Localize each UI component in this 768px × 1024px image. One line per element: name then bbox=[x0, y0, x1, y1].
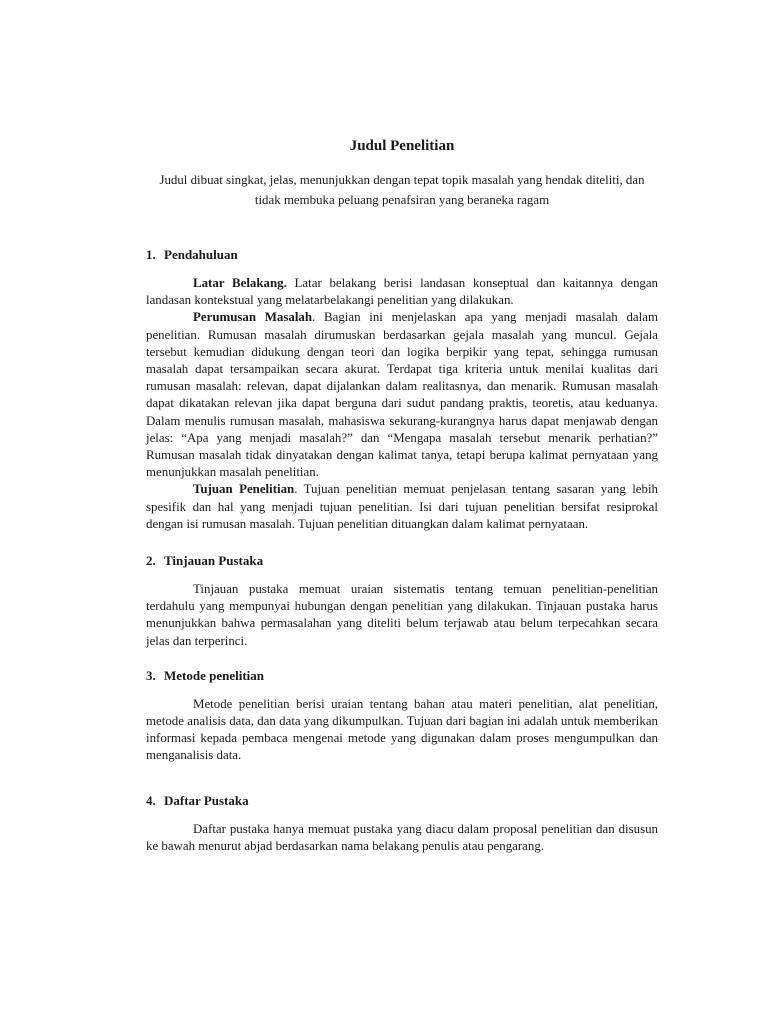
section-number: 4. bbox=[146, 792, 156, 808]
paragraph-latar-belakang bbox=[146, 275, 658, 309]
paragraph-tujuan-penelitian bbox=[146, 481, 658, 533]
paragraph-lead: Latar Belakang. bbox=[193, 276, 287, 290]
section-pendahuluan bbox=[146, 247, 658, 533]
section-title: Metode penelitian bbox=[164, 667, 265, 683]
section-title: Tinjauan Pustaka bbox=[164, 553, 264, 569]
paragraph-text: Tinjauan pustaka memuat uraian sistematis tentang temuan penelitian-penelitian terdahulu yang mempunyai hubungan dengan penelitian yang dilakukan. Tinjauan pustaka harus menunjukkan bahwa permasalahan yang diteliti belum terjawab atau belum terpecahkan secara jelas dan terperinci. bbox=[146, 582, 658, 648]
paragraph-text: Daftar pustaka hanya memuat pustaka yang diacu dalam proposal penelitian dan disusun ke bawah menurut abjad berdasarkan nama belakang penulis atau pengarang. bbox=[146, 821, 658, 853]
paragraph-body bbox=[146, 696, 658, 765]
section-title: Pendahuluan bbox=[164, 247, 238, 262]
section-metode-penelitian bbox=[146, 668, 658, 765]
section-heading bbox=[146, 793, 658, 809]
section-number: 2. bbox=[146, 553, 156, 569]
paragraph-lead: Tujuan Penelitian bbox=[193, 482, 295, 497]
document-subtitle: Judul dibuat singkat, jelas, menunjukkan dengan tepat topik masalah yang hendak diteliti, dan tidak membuka peluang penafsiran yang beraneka ragam bbox=[159, 173, 645, 207]
paragraph-lead: Perumusan Masalah bbox=[193, 310, 313, 325]
document-page bbox=[146, 138, 658, 855]
paragraph-body bbox=[146, 821, 658, 855]
section-number: 3. bbox=[146, 667, 156, 683]
section-daftar-pustaka bbox=[146, 793, 658, 855]
section-tinjauan-pustaka bbox=[146, 553, 658, 650]
paragraph-text: . Bagian ini menjelaskan apa yang menjadi masalah dalam penelitian. Rumusan masalah dirumuskan berdasarkan gejala masalah yang muncul. Gejala tersebut kemudian didukung dengan teori dan logika berpikir yang tepat, sehingga rumusan masalah dapat tersampaikan secara akurat. Terdapat tiga kriteria untuk menilai kualitas dari rumusan masalah: relevan, dapat dijalankan dalam realitasnya, dan menarik. Rumusan masalah dapat dikatakan relevan jika dapat berguna dari sudut pandang praktis, teoretis, atau keduanya. Dalam menulis rumusan masalah, mahasiswa sekurang-kurangnya harus dapat menjawab dengan jelas: “Apa yang menjadi masalah?” dan “Mengapa masalah tersebut menarik perhatian?” Rumusan masalah tidak dinyatakan dengan kalimat tanya, tetapi berupa kalimat pernyataan yang menunjukkan masalah penelitian. bbox=[146, 310, 658, 480]
paragraph-body bbox=[146, 581, 658, 650]
section-heading bbox=[146, 668, 658, 684]
section-number: 1. bbox=[146, 247, 156, 262]
paragraph-text: Latar belakang berisi landasan konseptual dan kaitannya dengan landasan kontekstual yang melatarbelakangi penelitian yang dilakukan. bbox=[146, 276, 658, 308]
section-title: Daftar Pustaka bbox=[164, 792, 249, 808]
paragraph-text: Metode penelitian berisi uraian tentang bahan atau materi penelitian, alat penelitian, metode analisis data, dan data yang dikumpulkan. Tujuan dari bagian ini adalah untuk memberikan informasi kepada pembaca mengenai metode yang digunakan dalam proses mengumpulkan dan menganalisis data. bbox=[146, 696, 658, 763]
document-title: Judul Penelitian bbox=[349, 138, 455, 154]
section-heading bbox=[146, 247, 658, 263]
paragraph-text: . Tujuan penelitian memuat penjelasan tentang sasaran yang lebih spesifik dan hal yang menjadi tujuan penelitian. Isi dari tujuan penelitian bersifat resiprokal dengan isi rumusan masalah. Tujuan penelitian dituangkan dalam kalimat pernyataan. bbox=[146, 482, 658, 531]
section-heading bbox=[146, 553, 658, 569]
paragraph-perumusan-masalah bbox=[146, 309, 658, 481]
